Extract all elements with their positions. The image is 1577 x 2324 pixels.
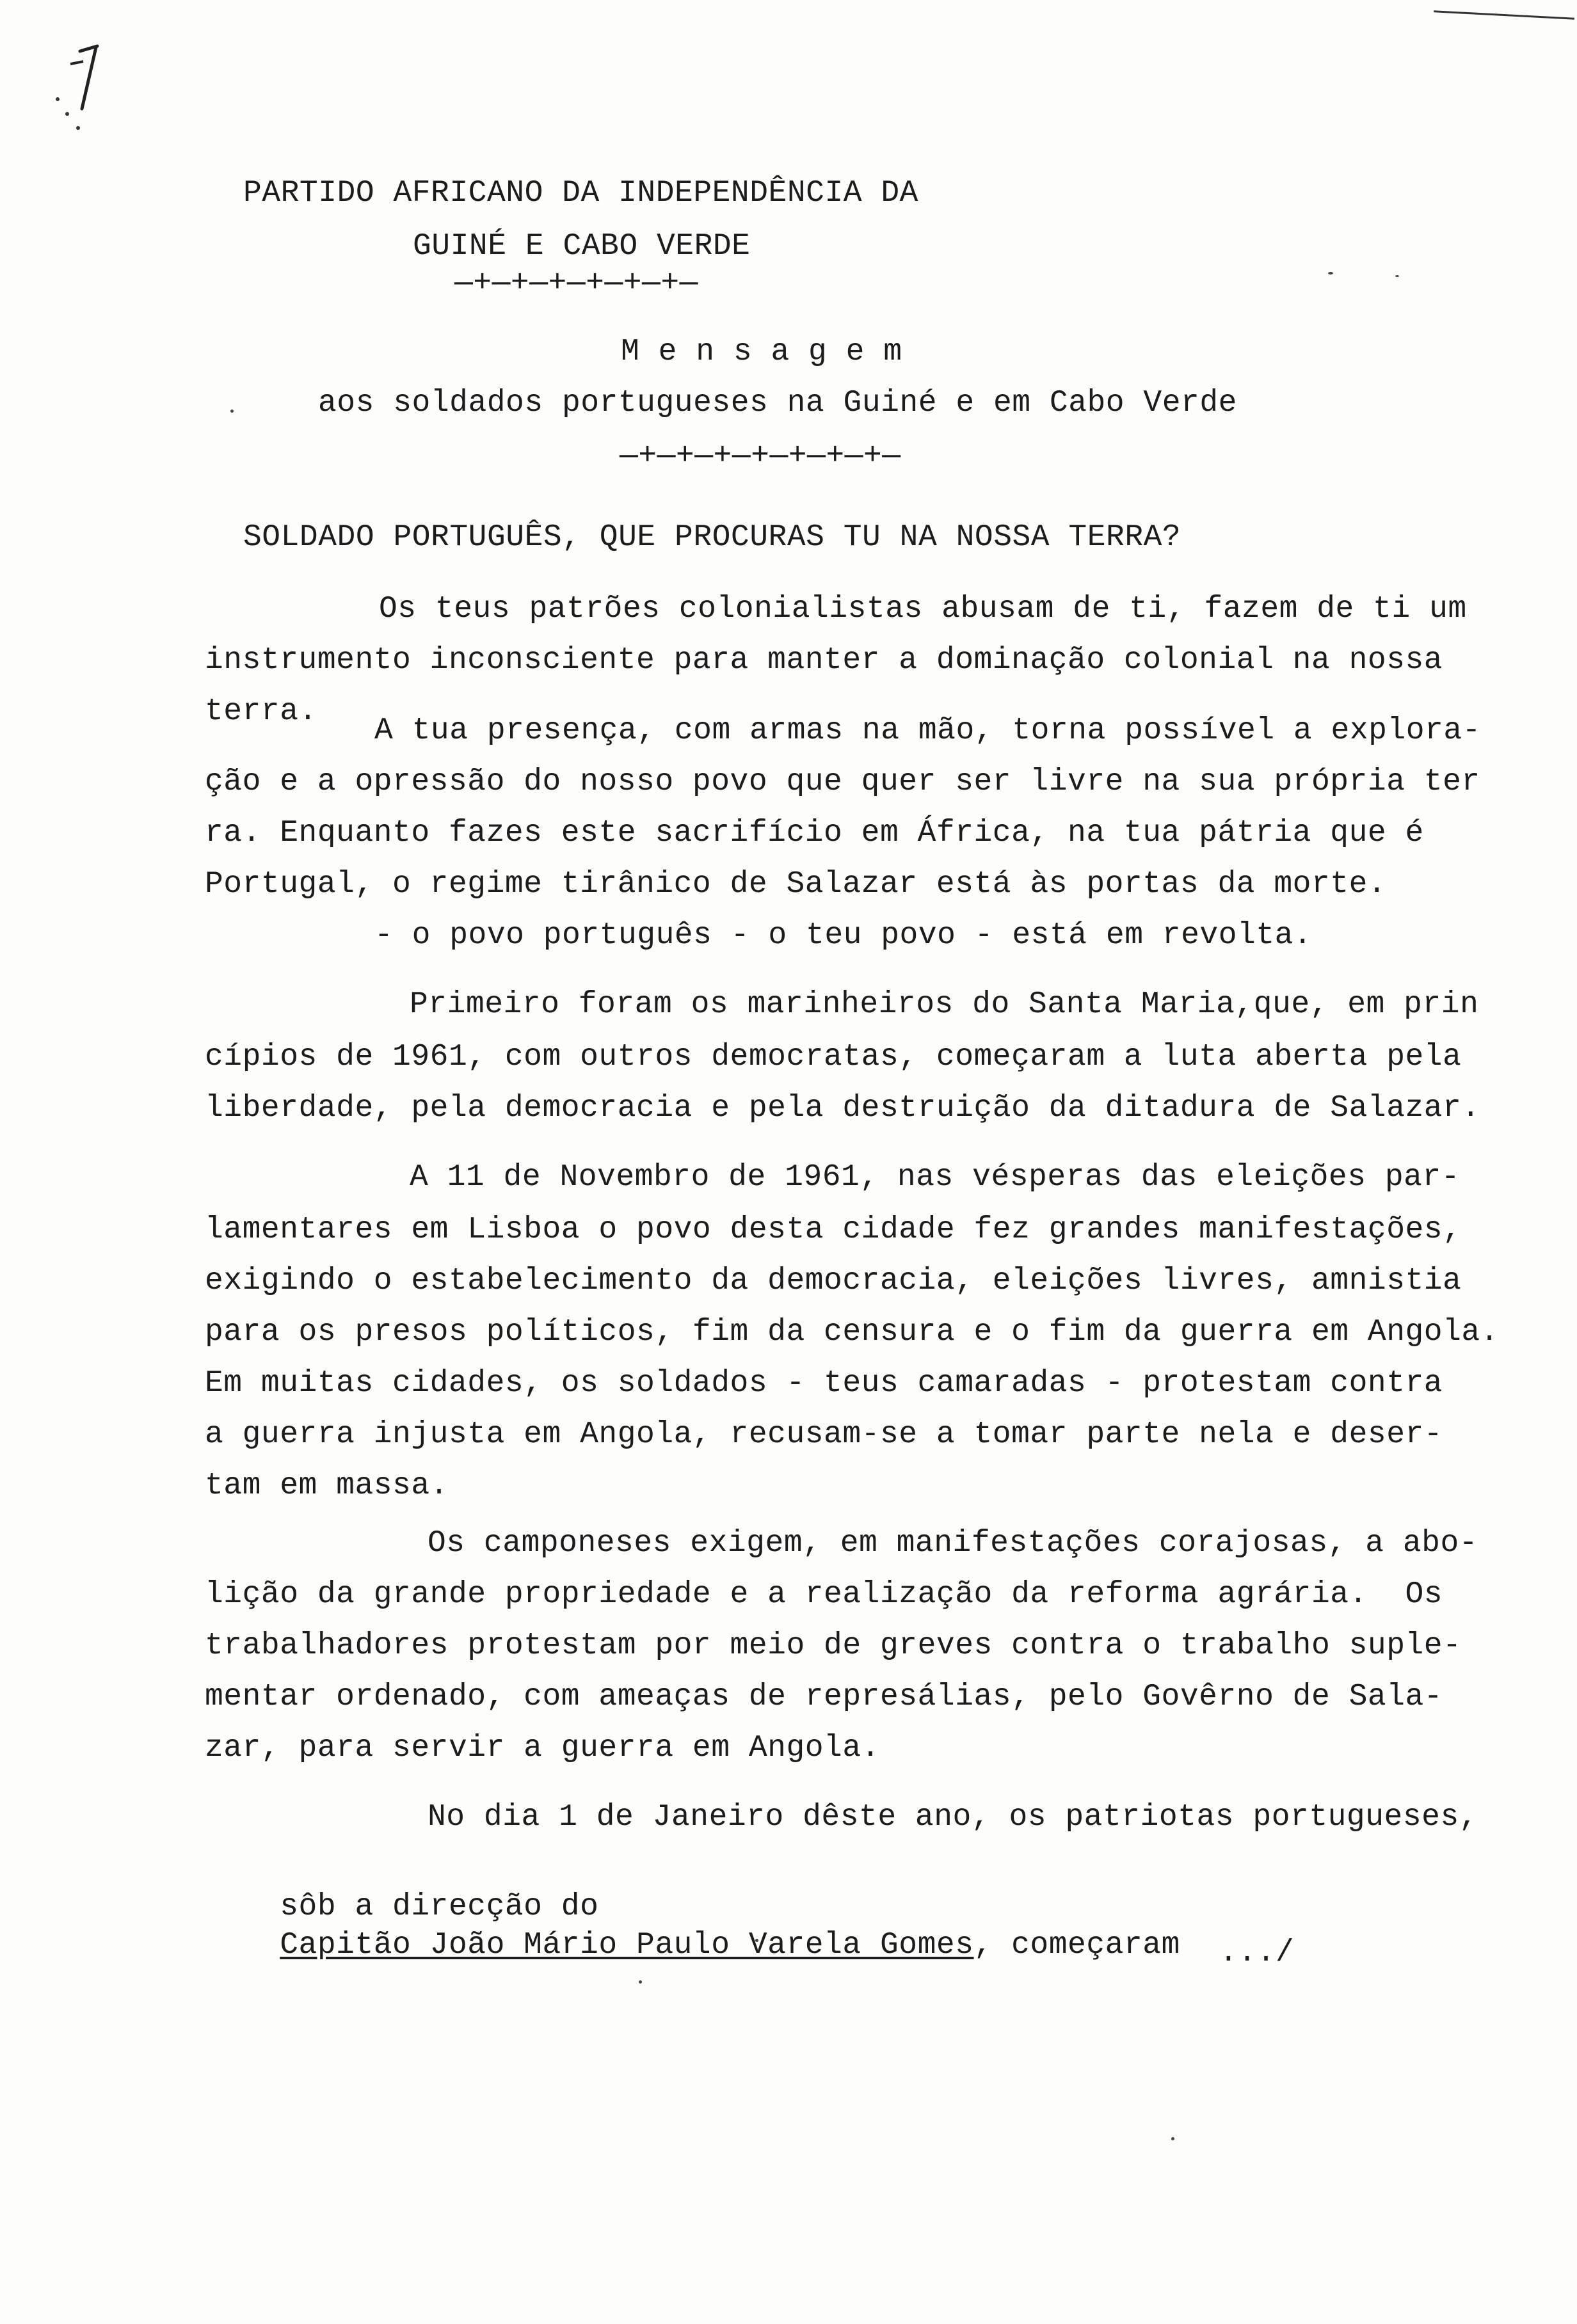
dust-speck	[1171, 2137, 1174, 2140]
paragraph-line: zar, para servir a guerra em Angola.	[205, 1731, 880, 1765]
section-heading: SOLDADO PORTUGUÊS, QUE PROCURAS TU NA NOSSA TERRA?	[243, 520, 1181, 555]
paragraph-line: ra. Enquanto fazes este sacrifício em África, na tua pátria que é	[205, 816, 1424, 850]
paragraph-line: para os presos políticos, fim da censura e o fim da guerra em Angola.	[205, 1315, 1500, 1349]
organization-name-line1: PARTIDO AFRICANO DA INDEPENDÊNCIA DA	[243, 176, 918, 211]
dust-speck	[1395, 275, 1399, 277]
paragraph-line: - o povo português - o teu povo - está em revolta.	[374, 918, 1313, 953]
paragraph-line: Primeiro foram os marinheiros do Santa Maria,que, em prin	[410, 987, 1479, 1022]
separator-rule: —+—+—+—+—+—+—	[454, 266, 698, 301]
separator-rule: —+—+—+—+—+—+—+—	[620, 439, 901, 474]
paragraph-line: A 11 de Novembro de 1961, nas vésperas das eleições par-	[410, 1160, 1461, 1195]
continuation-marker: .../	[1219, 1936, 1295, 1970]
paragraph-line: mentar ordenado, com ameaças de represálias, pelo Govêrno de Sala-	[205, 1680, 1443, 1714]
margin-scratch	[1434, 10, 1574, 20]
underlined-name: Capitão João Mário Paulo Varela Gomes	[280, 1928, 974, 1962]
organization-name-line2: GUINÉ E CABO VERDE	[413, 229, 751, 264]
paragraph-line: No dia 1 de Janeiro dêste ano, os patriotas portugueses,	[428, 1800, 1478, 1835]
paragraph-line: liberdade, pela democracia e pela destruição da ditadura de Salazar.	[205, 1091, 1480, 1126]
paragraph-line: Os camponeses exigem, em manifestações corajosas, a abo-	[428, 1526, 1478, 1561]
paragraph-line-with-name	[205, 1849, 1180, 2003]
paragraph-line: a guerra injusta em Angola, recusam-se a tomar parte nela e deser-	[205, 1417, 1443, 1452]
dust-speck	[1328, 272, 1333, 275]
dust-speck	[230, 410, 234, 413]
paragraph-line: Em muitas cidades, os soldados - teus camaradas - protestam contra	[205, 1366, 1443, 1401]
handwritten-mark-icon	[45, 38, 102, 134]
paragraph-line: cípios de 1961, com outros democratas, começaram a luta aberta pela	[205, 1040, 1462, 1074]
paragraph-line: Portugal, o regime tirânico de Salazar está às portas da morte.	[205, 867, 1387, 902]
paragraph-line: A tua presença, com armas na mão, torna possível a explora-	[374, 713, 1481, 748]
document-subtitle: aos soldados portugueses na Guiné e em Cabo Verde	[318, 386, 1237, 420]
paragraph-line: terra.	[205, 694, 317, 729]
paragraph-line: Os teus patrões colonialistas abusam de ti, fazem de ti um	[379, 592, 1467, 626]
paragraph-line: trabalhadores protestam por meio de greves contra o trabalho suple-	[205, 1628, 1462, 1663]
document-title: M e n s a g e m	[621, 335, 902, 369]
paragraph-line: tam em massa.	[205, 1468, 449, 1503]
paragraph-text: , começaram	[973, 1928, 1180, 1962]
paragraph-line: instrumento inconsciente para manter a dominação colonial na nossa	[205, 643, 1443, 678]
paragraph-line: exigindo o estabelecimento da democracia, eleições livres, amnistia	[205, 1264, 1462, 1298]
paragraph-text: sôb a direcção do	[280, 1890, 599, 1924]
paragraph-line: lição da grande propriedade e a realização da reforma agrária. Os	[205, 1577, 1443, 1612]
paragraph-line: lamentares em Lisboa o povo desta cidade fez grandes manifestações,	[205, 1213, 1462, 1247]
paragraph-line: ção e a opressão do nosso povo que quer ser livre na sua própria ter	[205, 765, 1480, 799]
